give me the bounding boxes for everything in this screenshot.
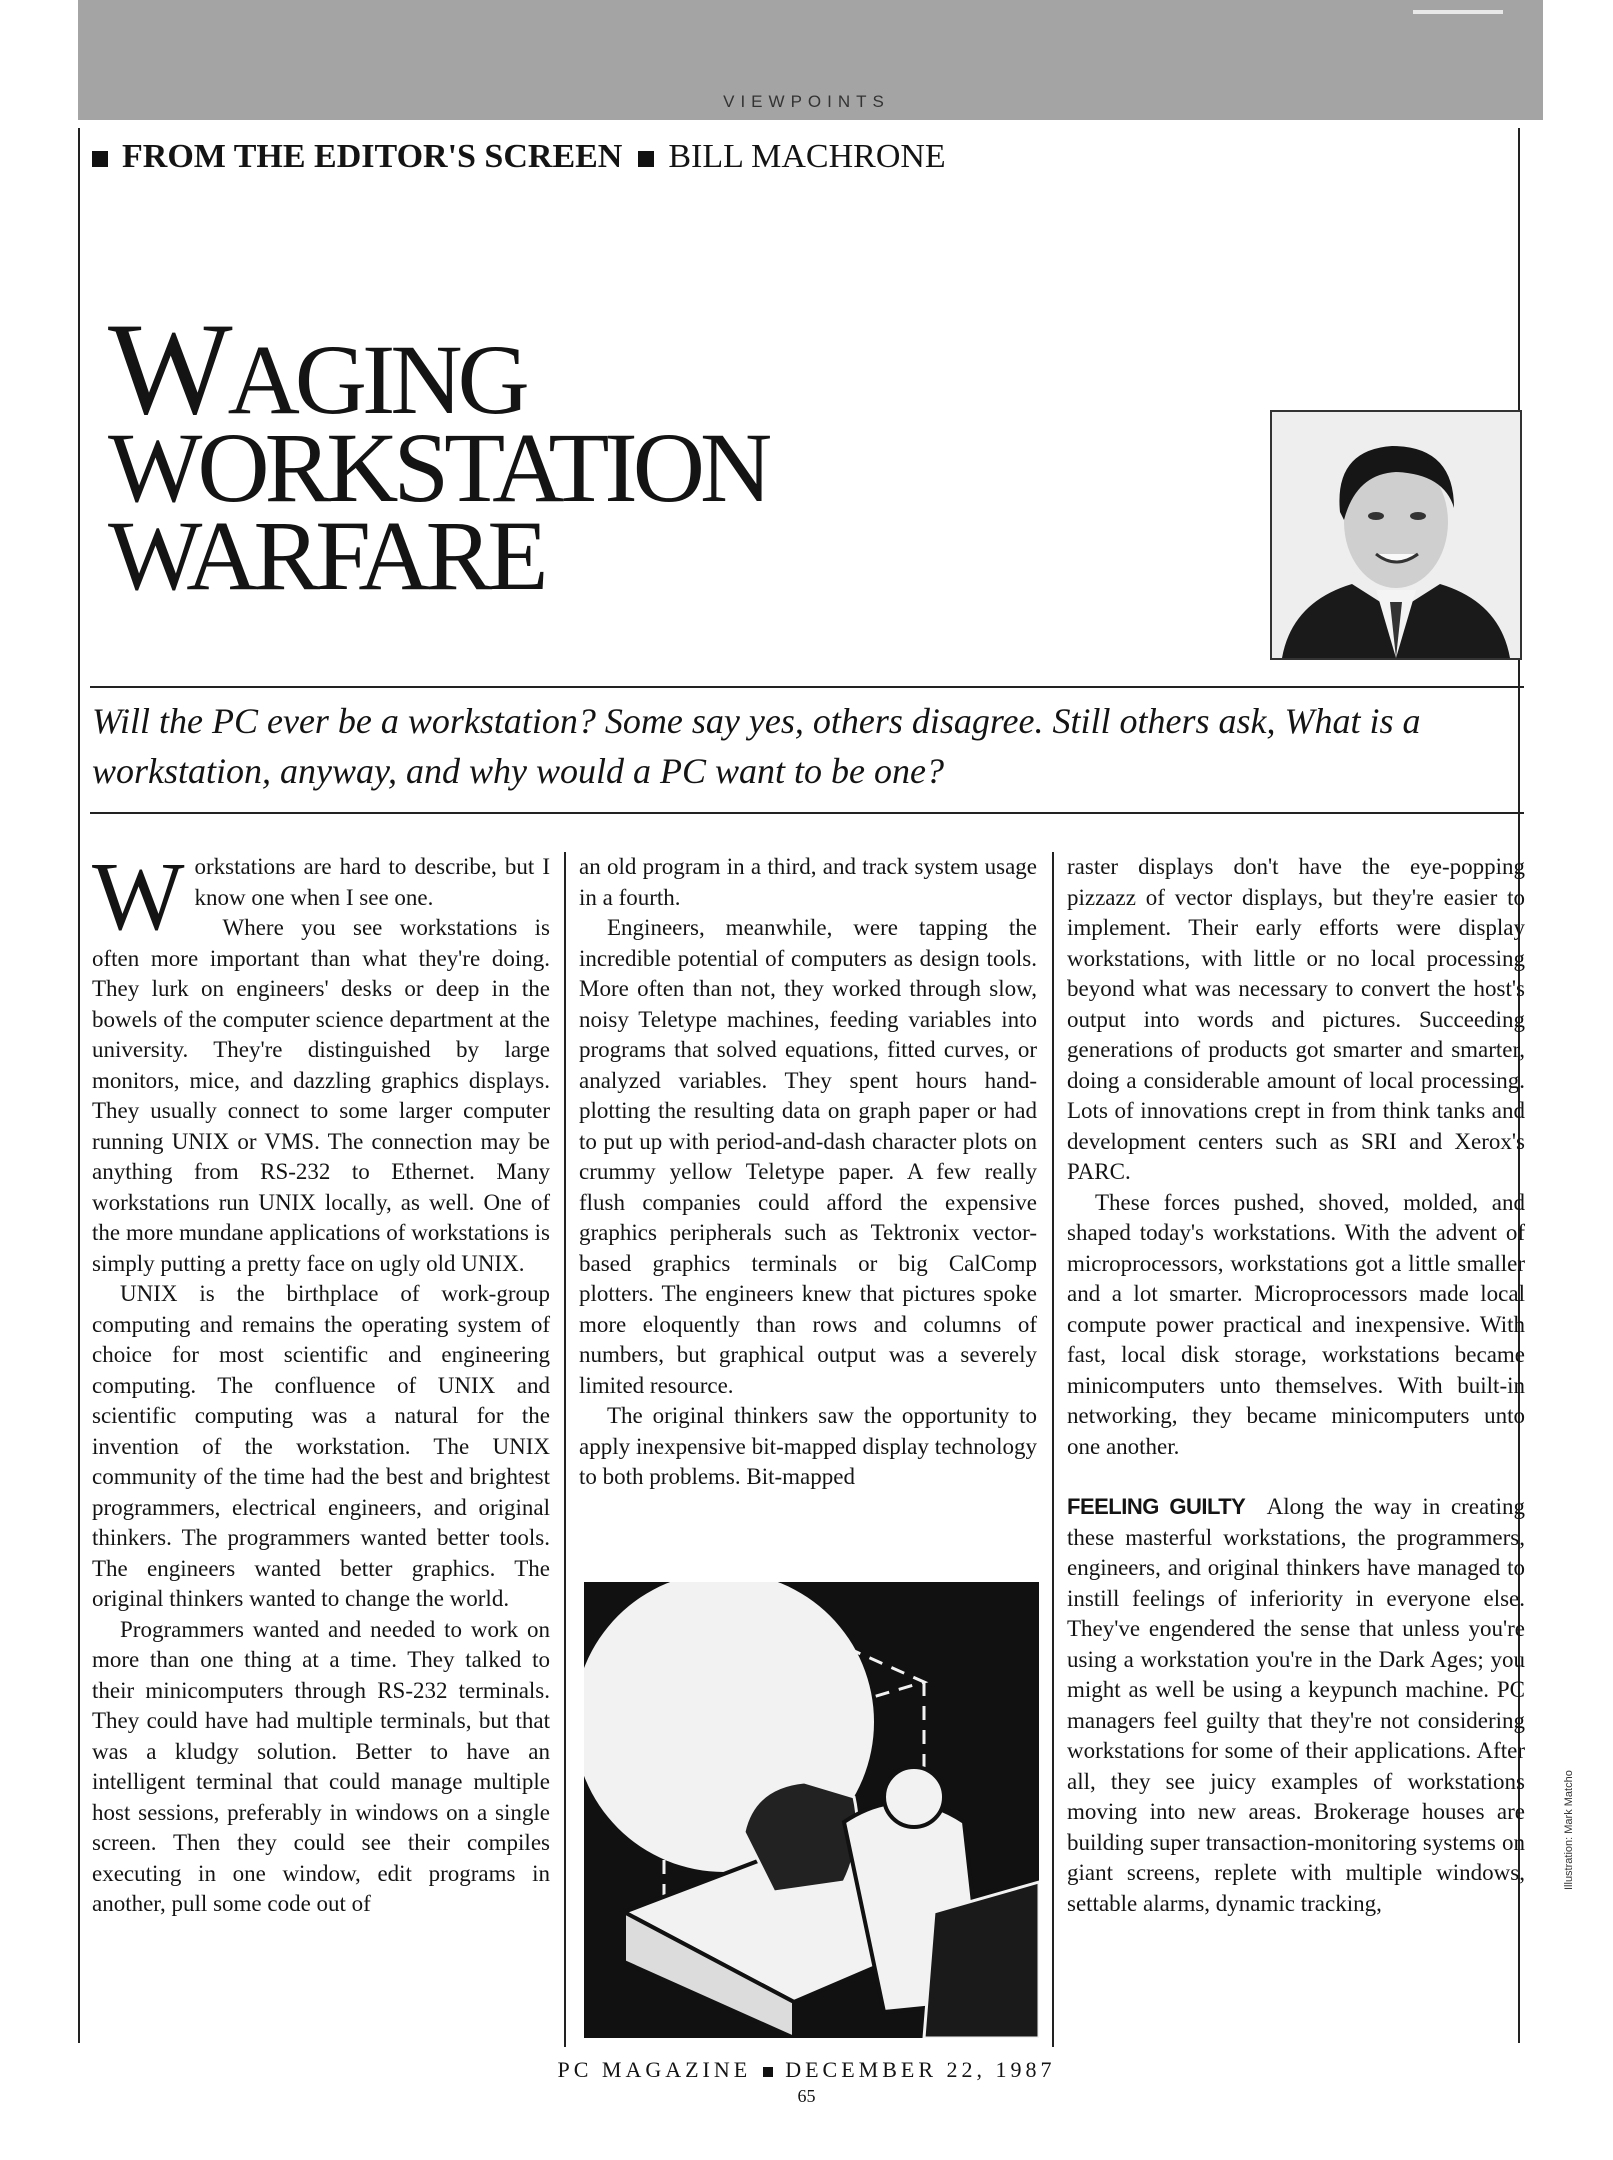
article-title — [108, 295, 768, 611]
title-line-3: WARFARE — [108, 500, 544, 611]
page-number: 65 — [797, 2086, 816, 2106]
paragraph: Engineers, meanwhile, were tapping the incredible potential of computers as design tools. More often than not, they worked through slow, noisy Teletype machines, feeding variables into programs that solved equations, fitted curves, or analyzed variables. They spent hours hand-plotting the resulting data on graph paper or had to put up with period-and-dash character plots on crummy yellow Teletype paper. A few really flush companies could afford the expensive graphics peripherals such as Tektronix vector-based graphics terminals or big CalComp plotters. The engineers knew that pictures spoke more eloquently than rows and columns of numbers, but graphical output was a severely limited resource. — [579, 915, 1037, 1398]
paragraph: raster displays don't have the eye-popping pizzazz of vector displays, but they're easier to implement. Their early efforts were display workstations, with little or no local processing beyond what was necessary to convert the host's output into words and pictures. Succeeding generations of products got smarter and smarter, doing a considerable amount of local processing. Lots of innovations crept in from think tanks and development centers such as SRI and Xerox's PARC. — [1067, 854, 1525, 1184]
author-portrait-image — [1272, 412, 1520, 658]
rule-top — [90, 686, 1524, 688]
issue-date: DECEMBER 22, 1987 — [785, 2057, 1056, 2082]
paragraph: Programmers wanted and needed to work on more than one thing at a time. They talked to their minicomputers through RS-232 terminals. They could have had multiple terminals, but that was a kludgy solution. Better to have an intelligent terminal that could manage multiple host sessions, preferably in windows on a single screen. Then they could see their compiles executing in one window, edit programs in another, pull some code out of — [92, 1616, 550, 1916]
paragraph: The original thinkers saw the opportunity to apply inexpensive bit-mapped display technology to both problems. Bit-mapped — [579, 1403, 1037, 1489]
workstation-illustration — [584, 1582, 1039, 2038]
paragraph: These forces pushed, shoved, molded, and shaped today's workstations. With the advent of microprocessors, workstations got a little smaller and a lot smarter. Microprocessors made local compute power practical and inexpensive. With fast, local disk storage, workstations became minicomputers unto themselves. With built-in networking, they became minicomputers unto one another. — [1067, 1189, 1525, 1459]
paragraph: FEELING GUILTY Along the way in creating these masterful workstations, the programmers, engineers, and original thinkers have managed to instill feelings of inferiority in everyone else. They've engendered the sense that unless you're using a workstation you're in the Dark Ages; you might as well be using a keypunch machine. PC managers feel guilty that they're not considering workstations for some of their applications. After all, they see juicy examples of workstations moving into new areas. Brokerage houses are building super transaction-monitoring systems on giant screens, replete with multiple windows, settable alarms, dynamic tracking, — [1067, 1494, 1526, 1916]
paragraph: an old program in a third, and track system usage in a fourth. — [579, 854, 1037, 910]
column-divider — [1052, 852, 1054, 2047]
author-portrait — [1270, 410, 1522, 660]
text-column-3 — [1067, 852, 1525, 1919]
paragraph: Workstations are hard to describe, but I know one when I see one. — [92, 843, 550, 951]
title-line-2: WORKSTATION — [108, 412, 768, 523]
author-name: BILL MACHRONE — [668, 138, 946, 175]
bullet-square-icon — [763, 2067, 773, 2077]
subhead: FEELING GUILTY — [1067, 1494, 1246, 1519]
column-header — [92, 138, 946, 176]
illustration-image — [584, 1582, 1039, 2038]
magazine-name: PC MAGAZINE — [557, 2057, 752, 2082]
column-divider — [564, 852, 566, 2047]
bullet-square-icon — [92, 151, 108, 167]
text-column-2 — [579, 852, 1037, 1493]
illustration-credit: Illustration: Mark Matcho — [1563, 1770, 1575, 1890]
scan-mark — [1413, 10, 1503, 14]
section-label: VIEWPOINTS — [723, 92, 890, 111]
paragraph: UNIX is the birthplace of work-group computing and remains the operating system of choice for most scientific and engineering computing. The confluence of UNIX and scientific computing was a natural for the invention of the workstation. The UNIX community of the time had the best and brightest programmers, electrical engineers, and original thinkers. The programmers wanted better tools. The engineers wanted better graphics. The original thinkers wanted to change the world. — [92, 1281, 550, 1611]
rule-bottom — [90, 812, 1524, 814]
drop-cap: W — [92, 843, 185, 951]
article-deck: Will the PC ever be a workstation? Some say yes, others disagree. Still others ask, What is a workstation, anyway, and why would a PC want to be one? — [92, 701, 1421, 791]
paragraph: Where you see workstations is often more important than what they're doing. They lurk on engineers' desks or deep in the bowels of the computer science department at the university. They're distinguished by large monitors, mice, and dazzling graphics displays. They usually connect to some larger computer running UNIX or VMS. The connection may be anything from RS-232 to Ethernet. Many workstations run UNIX locally, as well. One of the more mundane applications of workstations is simply putting a pretty face on ugly old UNIX. — [92, 915, 550, 1276]
text-column-1 — [92, 843, 550, 1920]
bullet-square-icon — [638, 151, 654, 167]
column-name: FROM THE EDITOR'S SCREEN — [122, 138, 623, 175]
page-footer — [0, 2057, 1613, 2083]
title-line-1: WAGING — [108, 295, 525, 442]
